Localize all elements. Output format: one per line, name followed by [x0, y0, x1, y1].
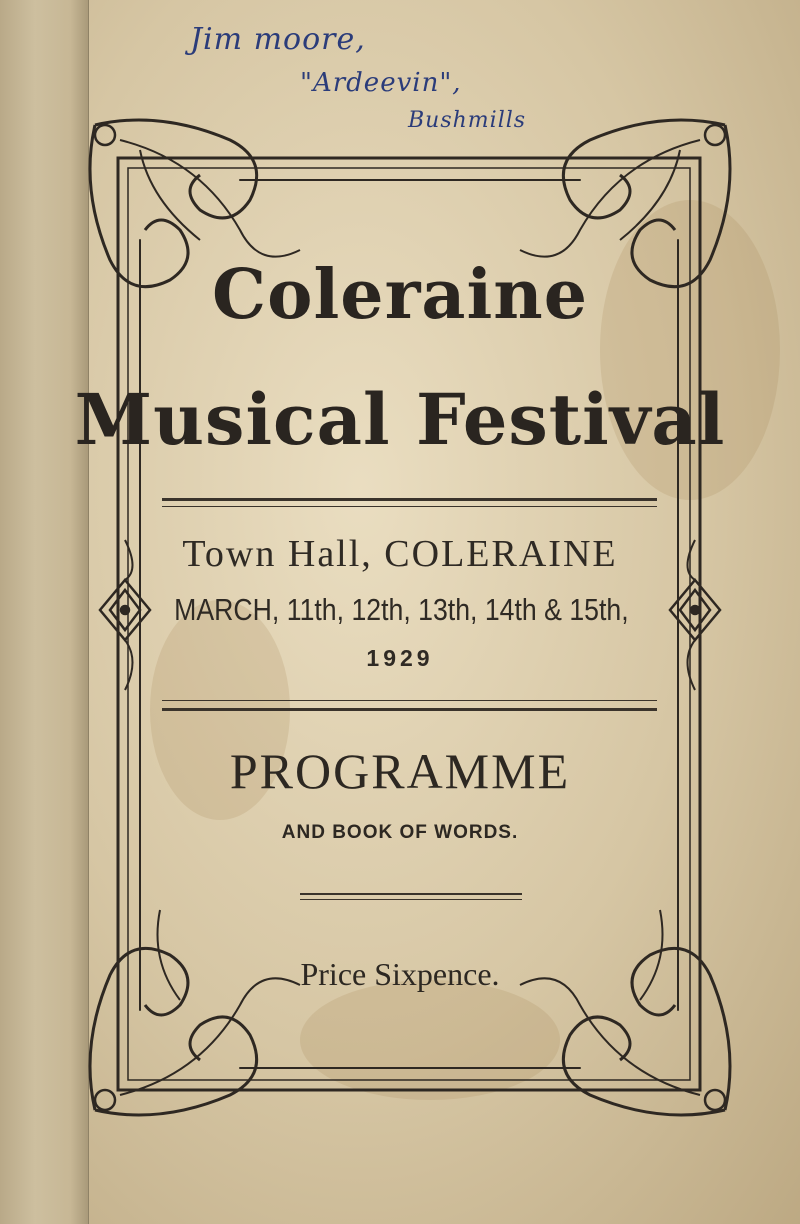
price-line: Price Sixpence.: [300, 956, 500, 992]
venue-line: Town Hall, COLERAINE: [182, 533, 618, 575]
short-divider-rule: [300, 893, 522, 895]
title-coleraine: Coleraine: [212, 255, 588, 335]
handwritten-town: Bushmills: [408, 108, 527, 133]
year-line: 1929: [366, 645, 434, 671]
handwritten-name: Jim moore,: [190, 22, 366, 57]
programme-heading: PROGRAMME: [229, 743, 571, 799]
book-of-words-subheading: AND BOOK OF WORDS.: [281, 822, 519, 843]
divider-rule: [162, 708, 657, 711]
divider-rule: [162, 506, 657, 507]
dates-line: MARCH, 11th, 12th, 13th, 14th & 15th,: [174, 592, 629, 627]
handwritten-house: "Ardeevin",: [300, 68, 462, 98]
divider-rule: [162, 700, 657, 701]
divider-rule: [162, 498, 657, 501]
title-musical-festival: Musical Festival: [74, 378, 726, 461]
short-divider-rule: [300, 899, 522, 900]
